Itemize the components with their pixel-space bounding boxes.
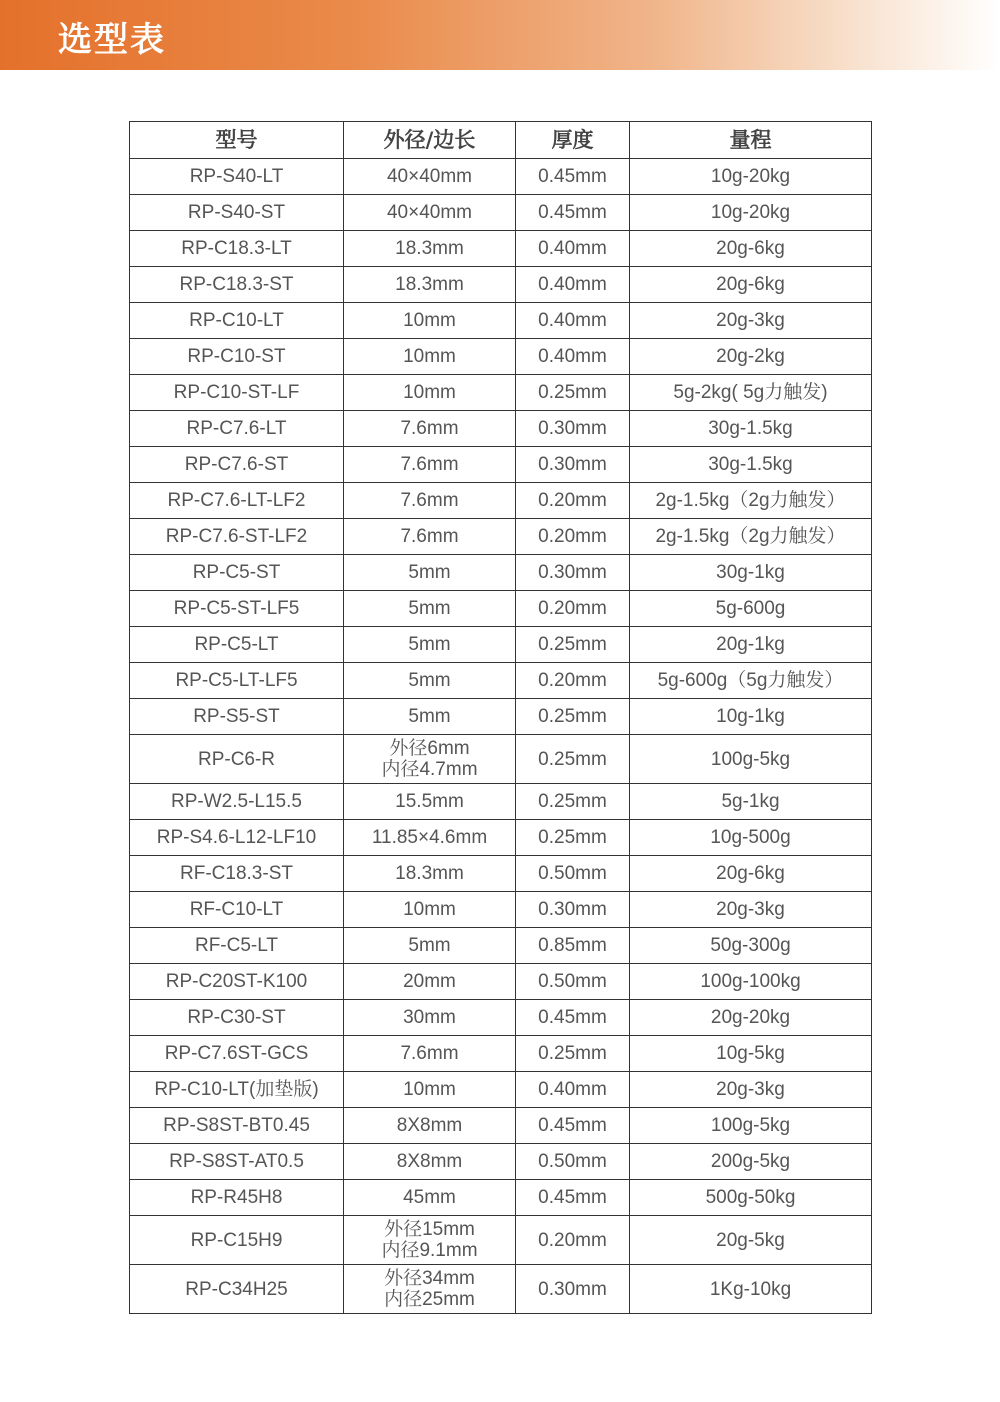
table-row	[130, 1036, 872, 1072]
table-row	[130, 159, 872, 195]
cell-size-line: 内径25mm	[384, 1289, 475, 1310]
cell-model: RP-C7.6-LT-LF2	[130, 483, 344, 519]
cell-size-line: 5mm	[408, 706, 451, 727]
cell-model: RP-C5-LT	[130, 627, 344, 663]
column-header-model: 型号	[130, 122, 344, 159]
cell-model: RP-C18.3-LT	[130, 231, 344, 267]
cell-size	[344, 820, 516, 856]
cell-size-line: 8X8mm	[396, 1115, 463, 1136]
cell-model: RP-C6-R	[130, 735, 344, 784]
cell-size-line: 内径4.7mm	[381, 759, 478, 780]
cell-size-line: 7.6mm	[400, 454, 459, 475]
cell-range: 20g-3kg	[630, 1072, 872, 1108]
cell-size-line: 18.3mm	[395, 238, 464, 259]
table-row	[130, 784, 872, 820]
cell-thickness: 0.45mm	[516, 159, 630, 195]
cell-size-line: 5mm	[408, 562, 451, 583]
cell-size	[344, 339, 516, 375]
cell-range: 10g-20kg	[630, 195, 872, 231]
cell-model: RF-C5-LT	[130, 928, 344, 964]
table-row	[130, 411, 872, 447]
cell-thickness: 0.45mm	[516, 1108, 630, 1144]
cell-model: RP-S4.6-L12-LF10	[130, 820, 344, 856]
cell-range: 20g-20kg	[630, 1000, 872, 1036]
cell-size	[344, 1265, 516, 1314]
header-banner	[0, 0, 1000, 70]
cell-size	[344, 555, 516, 591]
cell-thickness: 0.40mm	[516, 267, 630, 303]
cell-range: 30g-1.5kg	[630, 447, 872, 483]
table-row	[130, 1108, 872, 1144]
cell-thickness: 0.30mm	[516, 447, 630, 483]
cell-size-line: 8X8mm	[396, 1151, 463, 1172]
cell-range: 30g-1kg	[630, 555, 872, 591]
table-header-row	[130, 122, 872, 159]
cell-thickness: 0.25mm	[516, 735, 630, 784]
table-row	[130, 1072, 872, 1108]
cell-thickness: 0.30mm	[516, 411, 630, 447]
cell-thickness: 0.50mm	[516, 1144, 630, 1180]
cell-size	[344, 1180, 516, 1216]
cell-size	[344, 231, 516, 267]
cell-size	[344, 411, 516, 447]
cell-size-line: 7.6mm	[400, 418, 459, 439]
table-row	[130, 1265, 872, 1314]
cell-model: RP-S5-ST	[130, 699, 344, 735]
cell-thickness: 0.20mm	[516, 1216, 630, 1265]
cell-thickness: 0.30mm	[516, 555, 630, 591]
cell-thickness: 0.85mm	[516, 928, 630, 964]
column-header-size: 外径/边长	[344, 122, 516, 159]
cell-model: RP-C5-LT-LF5	[130, 663, 344, 699]
cell-size	[344, 519, 516, 555]
cell-size-line: 18.3mm	[395, 274, 464, 295]
cell-size-line: 5mm	[408, 598, 451, 619]
cell-size-line: 10mm	[403, 899, 456, 920]
cell-size-line: 10mm	[403, 1079, 456, 1100]
cell-model: RP-S40-ST	[130, 195, 344, 231]
cell-thickness: 0.25mm	[516, 375, 630, 411]
cell-thickness: 0.30mm	[516, 1265, 630, 1314]
cell-size	[344, 375, 516, 411]
cell-model: RP-C5-ST-LF5	[130, 591, 344, 627]
column-header-range: 量程	[630, 122, 872, 159]
table-row	[130, 375, 872, 411]
cell-size	[344, 303, 516, 339]
cell-size-line: 外径15mm	[384, 1219, 475, 1240]
cell-thickness: 0.40mm	[516, 303, 630, 339]
cell-size	[344, 1144, 516, 1180]
cell-model: RP-S40-LT	[130, 159, 344, 195]
cell-size-line: 30mm	[403, 1007, 456, 1028]
cell-range: 10g-5kg	[630, 1036, 872, 1072]
cell-range: 200g-5kg	[630, 1144, 872, 1180]
table-row	[130, 735, 872, 784]
table-row	[130, 627, 872, 663]
cell-model: RF-C18.3-ST	[130, 856, 344, 892]
cell-range: 5g-600g（5g力触发）	[630, 663, 872, 699]
table-row	[130, 1216, 872, 1265]
cell-size-line: 7.6mm	[400, 1043, 459, 1064]
cell-size-line: 15.5mm	[395, 791, 464, 812]
cell-thickness: 0.30mm	[516, 892, 630, 928]
cell-range: 20g-2kg	[630, 339, 872, 375]
cell-size	[344, 447, 516, 483]
cell-thickness: 0.20mm	[516, 663, 630, 699]
cell-thickness: 0.20mm	[516, 483, 630, 519]
cell-size	[344, 267, 516, 303]
cell-model: RP-S8ST-AT0.5	[130, 1144, 344, 1180]
cell-thickness: 0.40mm	[516, 231, 630, 267]
cell-size-line: 10mm	[403, 310, 456, 331]
cell-range: 5g-2kg( 5g力触发)	[630, 375, 872, 411]
cell-size	[344, 1072, 516, 1108]
cell-thickness: 0.25mm	[516, 627, 630, 663]
cell-size	[344, 627, 516, 663]
table-row	[130, 856, 872, 892]
cell-thickness: 0.45mm	[516, 195, 630, 231]
cell-size-line: 40×40mm	[386, 202, 473, 223]
table-row	[130, 892, 872, 928]
table-row	[130, 447, 872, 483]
cell-thickness: 0.50mm	[516, 964, 630, 1000]
cell-model: RP-C10-ST-LF	[130, 375, 344, 411]
cell-thickness: 0.45mm	[516, 1180, 630, 1216]
table-row	[130, 195, 872, 231]
cell-size-line: 7.6mm	[400, 490, 459, 511]
table-row	[130, 231, 872, 267]
cell-range: 20g-6kg	[630, 231, 872, 267]
cell-thickness: 0.45mm	[516, 1000, 630, 1036]
table-row	[130, 928, 872, 964]
cell-size-line: 11.85×4.6mm	[371, 827, 488, 848]
cell-size	[344, 964, 516, 1000]
cell-model: RP-C7.6ST-GCS	[130, 1036, 344, 1072]
table-body	[130, 159, 872, 1314]
cell-size-line: 5mm	[408, 670, 451, 691]
cell-thickness: 0.25mm	[516, 1036, 630, 1072]
cell-thickness: 0.20mm	[516, 519, 630, 555]
table-row	[130, 519, 872, 555]
cell-thickness: 0.25mm	[516, 699, 630, 735]
cell-thickness: 0.50mm	[516, 856, 630, 892]
cell-range: 100g-5kg	[630, 735, 872, 784]
selection-table	[129, 121, 872, 1314]
cell-thickness: 0.40mm	[516, 339, 630, 375]
cell-range: 20g-6kg	[630, 267, 872, 303]
table-row	[130, 591, 872, 627]
table-row	[130, 555, 872, 591]
cell-model: RP-C7.6-LT	[130, 411, 344, 447]
cell-model: RP-C10-LT	[130, 303, 344, 339]
table-row	[130, 303, 872, 339]
table-row	[130, 267, 872, 303]
cell-size	[344, 928, 516, 964]
cell-thickness: 0.20mm	[516, 591, 630, 627]
cell-thickness: 0.40mm	[516, 1072, 630, 1108]
table-row	[130, 1180, 872, 1216]
column-header-thickness: 厚度	[516, 122, 630, 159]
cell-model: RP-C20ST-K100	[130, 964, 344, 1000]
cell-model: RP-C7.6-ST	[130, 447, 344, 483]
cell-size	[344, 1216, 516, 1265]
table-row	[130, 483, 872, 519]
cell-range: 10g-500g	[630, 820, 872, 856]
cell-model: RP-C5-ST	[130, 555, 344, 591]
cell-range: 30g-1.5kg	[630, 411, 872, 447]
cell-range: 2g-1.5kg（2g力触发）	[630, 519, 872, 555]
cell-range: 1Kg-10kg	[630, 1265, 872, 1314]
table-row	[130, 699, 872, 735]
cell-model: RP-C18.3-ST	[130, 267, 344, 303]
cell-size	[344, 784, 516, 820]
cell-model: RP-C34H25	[130, 1265, 344, 1314]
cell-size-line: 10mm	[403, 346, 456, 367]
cell-range: 100g-100kg	[630, 964, 872, 1000]
cell-size-line: 20mm	[403, 971, 456, 992]
cell-model: RP-R45H8	[130, 1180, 344, 1216]
cell-range: 5g-600g	[630, 591, 872, 627]
cell-model: RP-C7.6-ST-LF2	[130, 519, 344, 555]
page-title: 选型表	[58, 20, 166, 60]
cell-range: 10g-1kg	[630, 699, 872, 735]
cell-range: 5g-1kg	[630, 784, 872, 820]
cell-range: 20g-5kg	[630, 1216, 872, 1265]
cell-model: RP-W2.5-L15.5	[130, 784, 344, 820]
table-row	[130, 964, 872, 1000]
cell-size	[344, 1108, 516, 1144]
cell-size	[344, 663, 516, 699]
cell-range: 2g-1.5kg（2g力触发）	[630, 483, 872, 519]
cell-size-line: 外径34mm	[384, 1268, 475, 1289]
cell-range: 20g-3kg	[630, 892, 872, 928]
table-row	[130, 1000, 872, 1036]
table-row	[130, 1144, 872, 1180]
cell-size	[344, 591, 516, 627]
cell-range: 50g-300g	[630, 928, 872, 964]
cell-range: 20g-3kg	[630, 303, 872, 339]
cell-thickness: 0.25mm	[516, 784, 630, 820]
cell-size-line: 内径9.1mm	[381, 1240, 478, 1261]
cell-size-line: 18.3mm	[395, 863, 464, 884]
cell-size	[344, 1000, 516, 1036]
cell-size-line: 40×40mm	[386, 166, 473, 187]
cell-model: RP-S8ST-BT0.45	[130, 1108, 344, 1144]
cell-size	[344, 195, 516, 231]
cell-size	[344, 892, 516, 928]
cell-size-line: 45mm	[403, 1187, 456, 1208]
cell-size-line: 外径6mm	[389, 738, 470, 759]
cell-size-line: 5mm	[408, 634, 451, 655]
cell-thickness: 0.25mm	[516, 820, 630, 856]
cell-size	[344, 1036, 516, 1072]
cell-range: 500g-50kg	[630, 1180, 872, 1216]
cell-size	[344, 159, 516, 195]
cell-size	[344, 699, 516, 735]
cell-range: 10g-20kg	[630, 159, 872, 195]
cell-range: 20g-6kg	[630, 856, 872, 892]
cell-size	[344, 735, 516, 784]
cell-size	[344, 856, 516, 892]
table-row	[130, 339, 872, 375]
cell-model: RF-C10-LT	[130, 892, 344, 928]
cell-range: 20g-1kg	[630, 627, 872, 663]
cell-model: RP-C15H9	[130, 1216, 344, 1265]
table-row	[130, 820, 872, 856]
cell-size-line: 5mm	[408, 935, 451, 956]
cell-size-line: 10mm	[403, 382, 456, 403]
cell-model: RP-C10-LT(加垫版)	[130, 1072, 344, 1108]
cell-size	[344, 483, 516, 519]
cell-model: RP-C10-ST	[130, 339, 344, 375]
table-row	[130, 663, 872, 699]
cell-range: 100g-5kg	[630, 1108, 872, 1144]
cell-model: RP-C30-ST	[130, 1000, 344, 1036]
cell-size-line: 7.6mm	[400, 526, 459, 547]
